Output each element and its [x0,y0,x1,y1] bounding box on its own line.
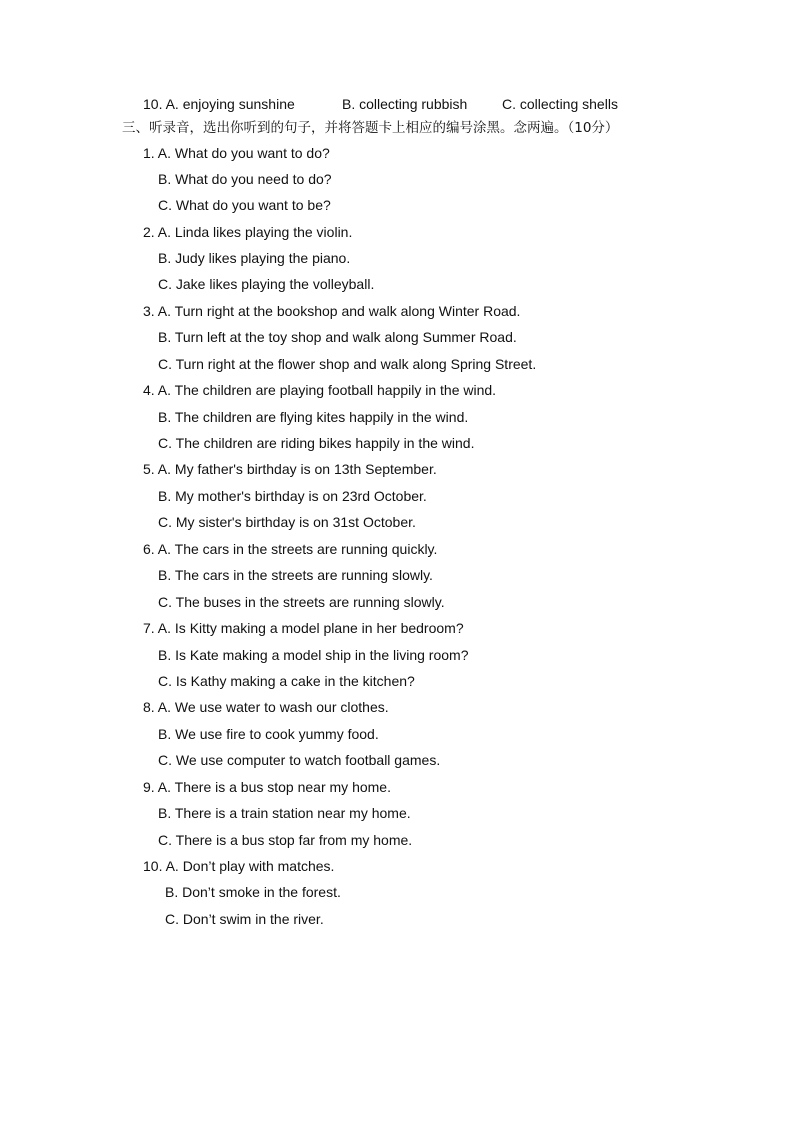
prev-question-option-a: 10. A. enjoying sunshine [143,96,295,112]
question-1-option-a: 1. A. What do you want to do? [143,145,330,161]
question-9-option-b: B. There is a train station near my home. [158,805,411,821]
prev-question-option-c: C. collecting shells [502,96,618,112]
question-5-option-c: C. My sister's birthday is on 31st October. [158,514,416,530]
prev-question-option-b: B. collecting rubbish [342,96,468,112]
question-2-option-a: 2. A. Linda likes playing the violin. [143,224,353,240]
question-10-option-a: 10. A. Don’t play with matches. [143,858,335,874]
question-7-option-a: 7. A. Is Kitty making a model plane in her bedroom? [143,620,464,636]
question-6-option-b: B. The cars in the streets are running slowly. [158,567,433,583]
question-1-option-b: B. What do you need to do? [158,171,332,187]
question-10-option-c: C. Don’t swim in the river. [165,911,324,927]
question-2-option-c: C. Jake likes playing the volleyball. [158,276,375,292]
question-4-option-c: C. The children are riding bikes happily in the wind. [158,435,475,451]
question-8-option-a: 8. A. We use water to wash our clothes. [143,699,389,715]
question-9-option-c: C. There is a bus stop far from my home. [158,832,413,848]
question-3-option-a: 3. A. Turn right at the bookshop and walk along Winter Road. [143,303,521,319]
question-5-option-b: B. My mother's birthday is on 23rd October. [158,488,427,504]
question-7-option-c: C. Is Kathy making a cake in the kitchen? [158,673,415,689]
question-1-option-c: C. What do you want to be? [158,197,331,213]
question-4-option-b: B. The children are flying kites happily in the wind. [158,409,469,425]
question-7-option-b: B. Is Kate making a model ship in the living room? [158,647,469,663]
question-2-option-b: B. Judy likes playing the piano. [158,250,351,266]
question-8-option-c: C. We use computer to watch football games. [158,752,441,768]
question-4-option-a: 4. A. The children are playing football happily in the wind. [143,382,497,398]
question-10-option-b: B. Don’t smoke in the forest. [165,884,341,900]
question-6-option-a: 6. A. The cars in the streets are running quickly. [143,541,438,557]
question-3-option-b: B. Turn left at the toy shop and walk along Summer Road. [158,329,517,345]
question-9-option-a: 9. A. There is a bus stop near my home. [143,779,391,795]
question-3-option-c: C. Turn right at the flower shop and walk along Spring Street. [158,356,537,372]
question-8-option-b: B. We use fire to cook yummy food. [158,726,379,742]
section-heading: 三、听录音，选出你听到的句子，并将答题卡上相应的编号涂黑。念两遍。（10分） [122,120,619,136]
question-6-option-c: C. The buses in the streets are running slowly. [158,594,445,610]
question-5-option-a: 5. A. My father's birthday is on 13th September. [143,461,437,477]
